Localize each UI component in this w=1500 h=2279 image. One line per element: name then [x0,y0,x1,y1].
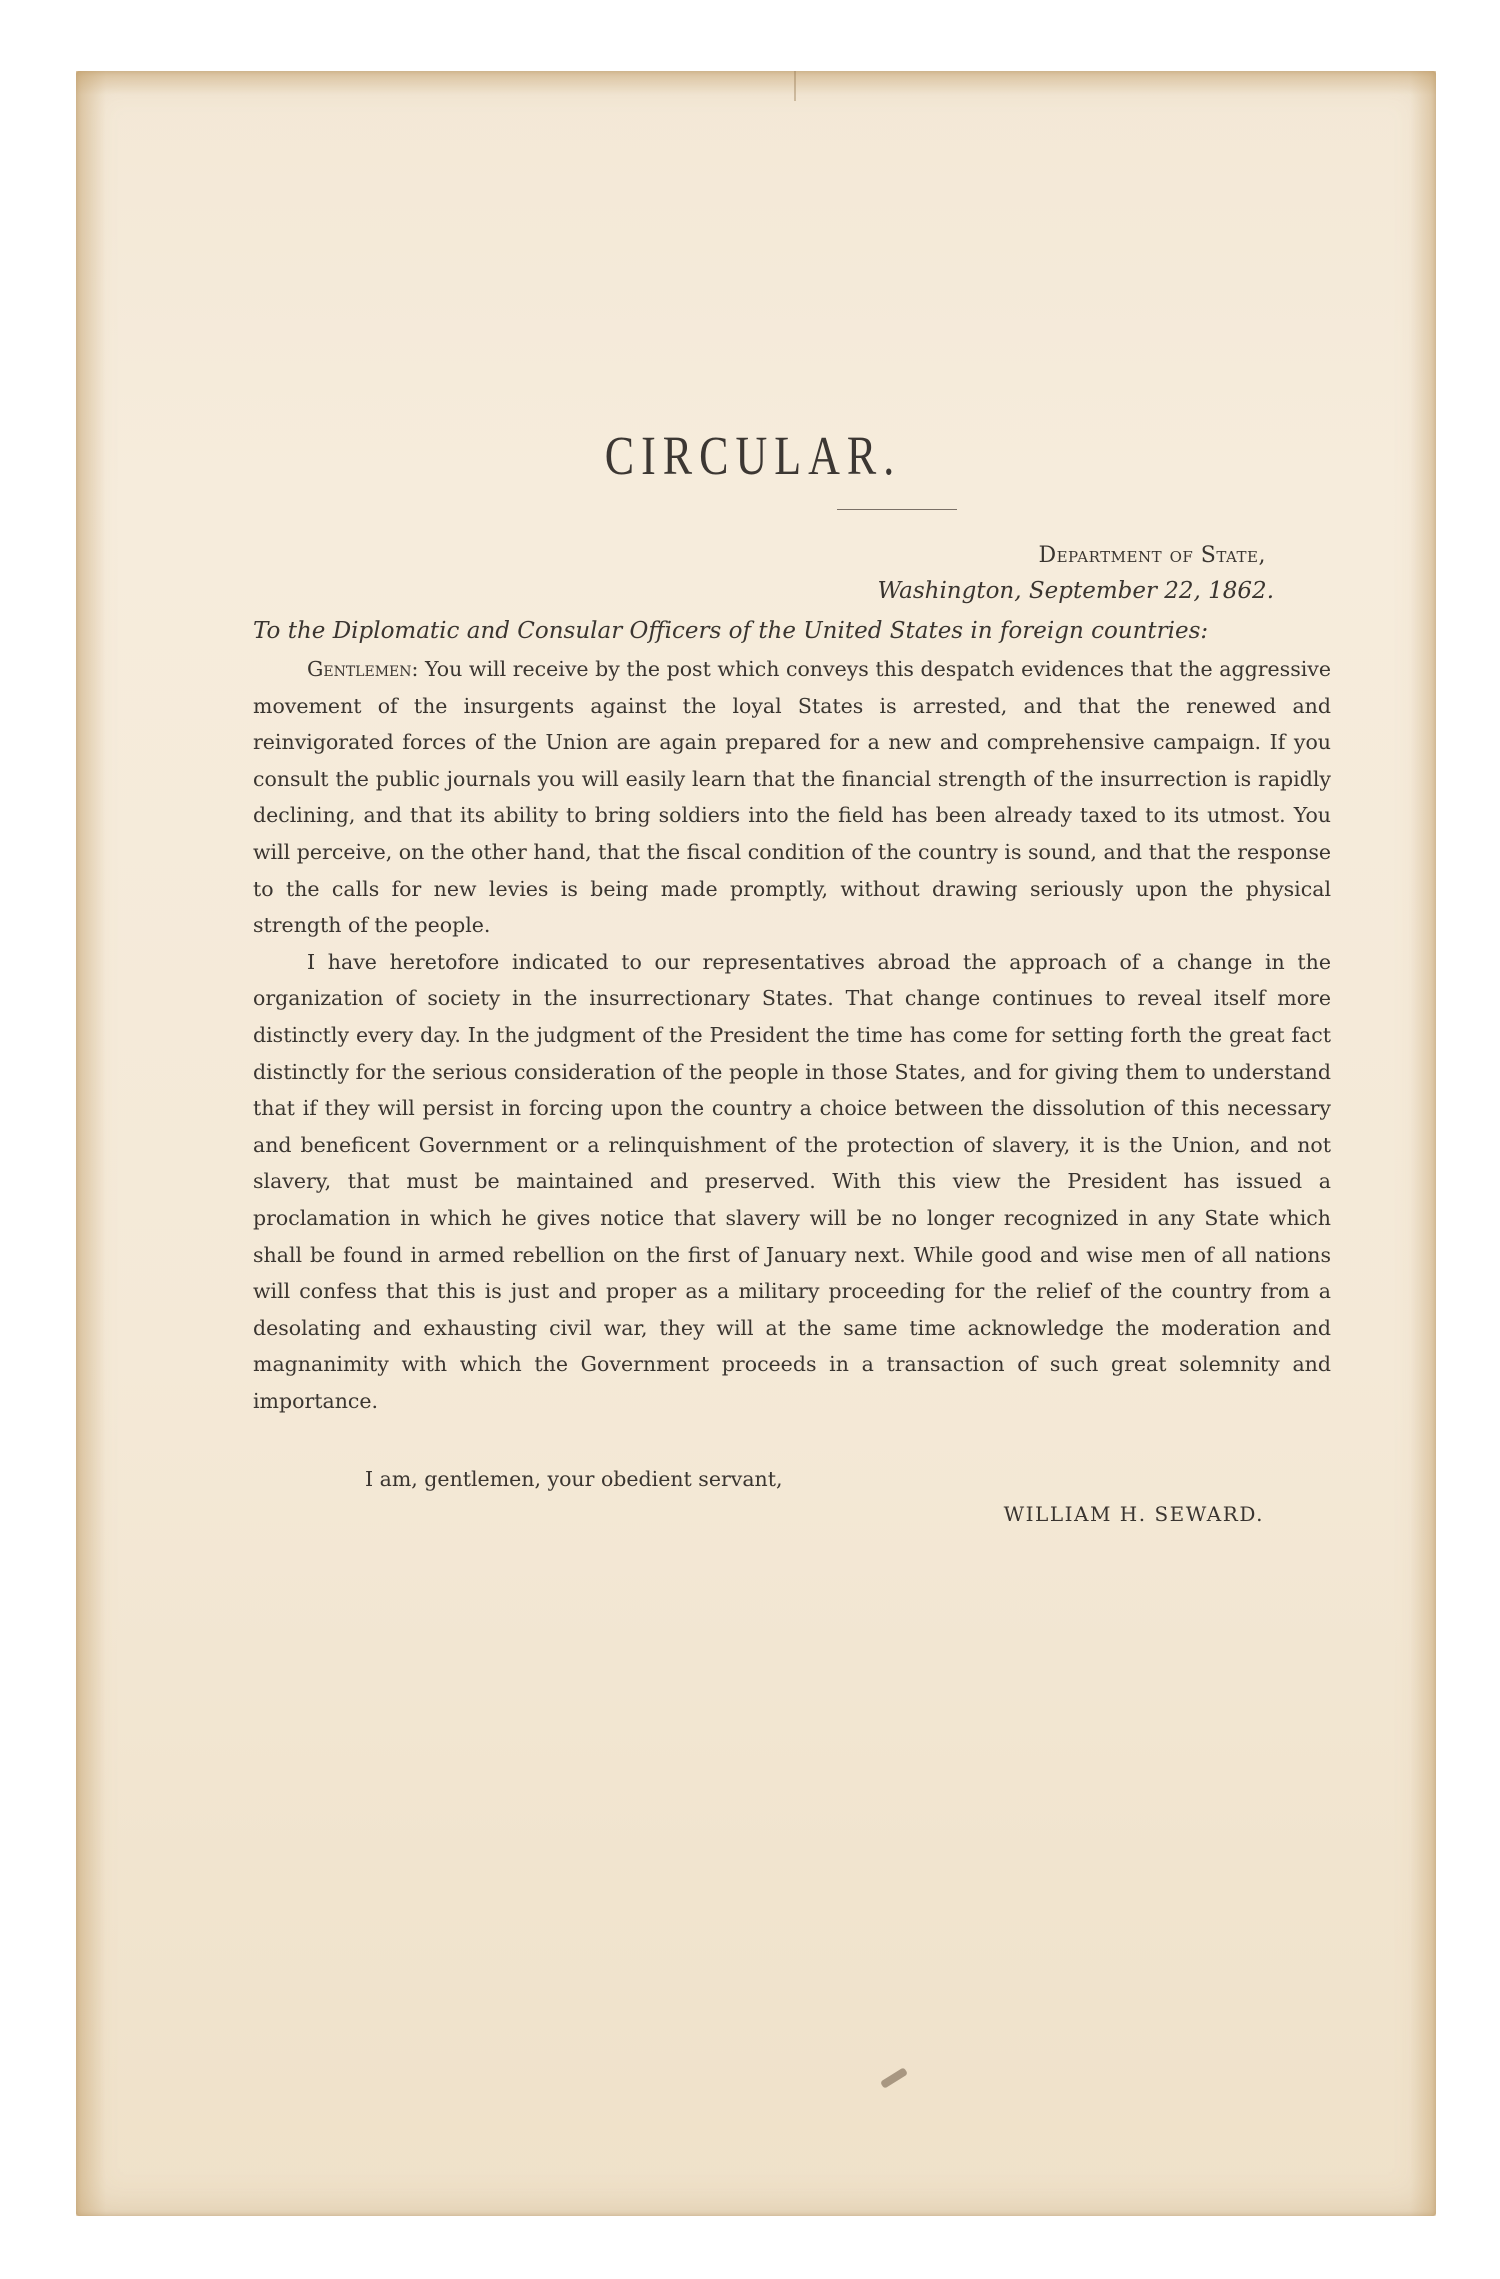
closing-line: I am, gentlemen, your obedient servant, [365,1467,783,1491]
salutation: Gentlemen [307,657,412,681]
signature-line: WILLIAM H. SEWARD. [1003,1502,1264,1526]
paragraph-2: I have heretofore indicated to our representatives abroad the approach of a change in the organization of society in the insurrectionary States. That change continues to reveal itself more distinctly every day. In the judgment of the President the time has come for setting forth the great fact distinctly for the serious consideration of the people in those States, and for giving them to understand that if they will persist in forcing upon the country a choice between the dissolution of this necessary and beneficent Government or a relinquishment of the protection of slavery, it is the Union, and not slavery, that must be maintained and preserved. With this view the President has issued a proclamation in which he gives notice that slavery will be no longer recognized in any State which shall be found in armed rebellion on the first of January next. While good and wise men of all nations will confess that this is just and proper as a military proceeding for the relief of the country from a desolating and exhausting civil war, they will at the same time acknowledge the moderation and magnanimity with which the Government proceeds in a transaction of such great solemnity and importance. [253,949,1331,1413]
title-rule [837,509,957,510]
paragraph-1-text: : You will receive by the post which conveys this despatch evidences that the aggressive movement of the insurgents against the loyal States is arrested, and that the renewed and reinvigorated forces of the Union are again prepared for a new and comprehensive campaign. If you consult the public journals you will easily learn that the financial strength of the insurrection is rapidly declining, and that its ability to bring soldiers into the field has been already taxed to its utmost. You will perceive, on the other hand, that the fiscal condition of the country is sound, and that the response to the calls for new levies is being made promptly, without drawing seriously upon the physical strength of the people. [253,657,1331,938]
paper-edge-stain [76,71,106,2216]
fold-mark [794,71,796,101]
ink-smudge [880,2067,908,2089]
paper-edge-stain [76,71,1436,95]
department-line: Department of State, [1038,543,1266,568]
paragraph-1 [253,651,1331,944]
document-sheet [76,71,1436,2216]
paper-edge-stain [1410,71,1436,2216]
address-line: To the Diplomatic and Consular Officers of the United States in foreign countries: [253,618,1209,644]
circular-body [253,651,1331,1419]
place-date-line: Washington, September 22, 1862. [877,578,1274,604]
document-title: CIRCULAR. [604,425,902,487]
